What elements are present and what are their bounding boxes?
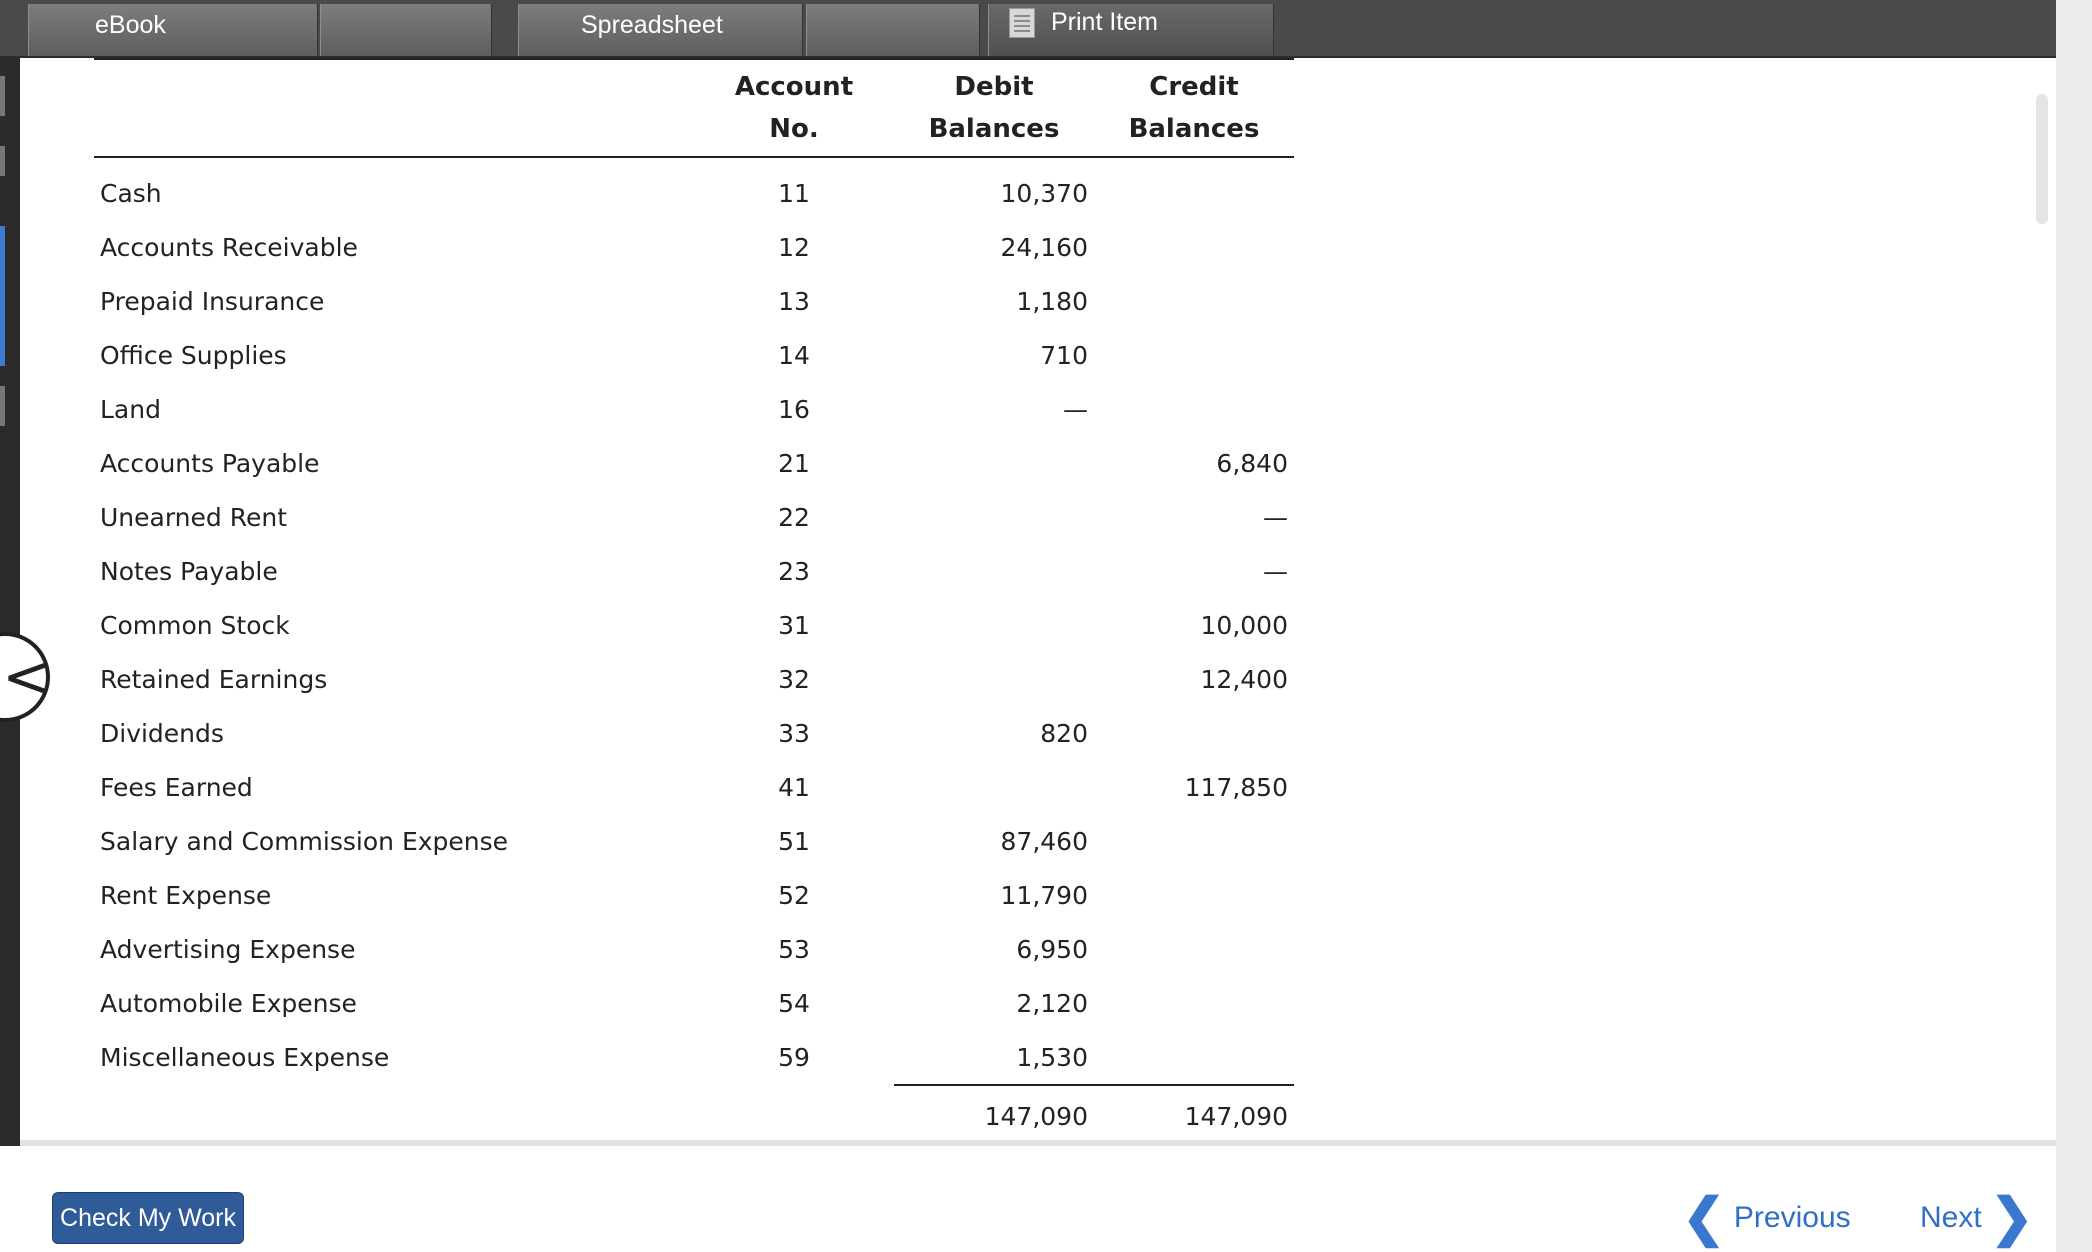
table-body	[94, 157, 1294, 1085]
table-row	[94, 1030, 1294, 1085]
debit-balance: 10,370	[1000, 178, 1088, 208]
debit-balance: 820	[1040, 718, 1088, 748]
debit-balance: 1,530	[1016, 1042, 1088, 1072]
debit-balance	[894, 490, 1094, 544]
previous-button[interactable]	[1682, 1188, 1851, 1248]
account-name: Unearned Rent	[100, 502, 287, 532]
credit-balance	[1094, 220, 1294, 274]
credit-balance	[1094, 328, 1294, 382]
debit-balance	[894, 544, 1094, 598]
credit-balance	[1094, 382, 1294, 436]
account-name: Dividends	[100, 718, 224, 748]
previous-label: Previous	[1733, 1201, 1851, 1234]
tab-print-item-label: Print Item	[1051, 8, 1158, 36]
debit-header-line1: Debit	[954, 72, 1034, 102]
scrollbar-thumb[interactable]	[2036, 94, 2048, 224]
account-number: 12	[778, 232, 810, 262]
account-number: 59	[778, 1043, 810, 1072]
debit-balance: 87,460	[1000, 826, 1088, 856]
account-number: 14	[778, 340, 810, 370]
debit-header	[894, 60, 1094, 157]
totals-row	[94, 1085, 1294, 1149]
table-row	[94, 598, 1294, 652]
account-name: Rent Expense	[100, 880, 272, 910]
account-name: Common Stock	[100, 610, 290, 640]
table-row	[94, 436, 1294, 490]
account-number: 31	[778, 610, 810, 640]
tab-spreadsheet-label: Spreadsheet	[581, 11, 723, 39]
table-row	[94, 490, 1294, 544]
table-row	[94, 922, 1294, 976]
credit-balance: —	[1263, 502, 1288, 532]
account-name: Miscellaneous Expense	[100, 1043, 390, 1072]
tab-bar	[0, 0, 2064, 58]
total-debit: 147,090	[894, 1085, 1094, 1149]
tab-ebook[interactable]	[28, 4, 318, 56]
table-row	[94, 814, 1294, 868]
tab-print-item[interactable]	[988, 4, 1274, 56]
debit-balance	[894, 760, 1094, 814]
credit-balance: 6,840	[1216, 448, 1288, 478]
debit-balance: 6,950	[1016, 934, 1088, 964]
account-name: Advertising Expense	[100, 934, 356, 964]
totals-label	[94, 1085, 694, 1149]
table-row	[94, 382, 1294, 436]
account-number: 33	[778, 718, 810, 748]
debit-balance: 11,790	[1000, 880, 1088, 910]
account-number: 21	[778, 448, 810, 478]
table-row	[94, 220, 1294, 274]
credit-balance	[1094, 157, 1294, 220]
trial-balance-table	[94, 60, 1294, 1151]
table-row	[94, 328, 1294, 382]
account-name: Land	[100, 394, 161, 424]
account-name: Prepaid Insurance	[100, 286, 325, 316]
table-row	[94, 652, 1294, 706]
edge-marker	[0, 76, 5, 116]
chevron-left-icon: ❮	[1682, 1189, 1726, 1247]
account-no-header	[694, 60, 894, 157]
document-icon	[1009, 8, 1035, 38]
table-row	[94, 544, 1294, 598]
account-name: Accounts Receivable	[100, 232, 358, 262]
credit-balance: 10,000	[1200, 610, 1288, 640]
account-number: 51	[778, 826, 810, 856]
credit-balance: 12,400	[1200, 664, 1288, 694]
edge-marker	[0, 146, 5, 176]
table-row	[94, 868, 1294, 922]
edge-marker-active	[0, 226, 5, 366]
table-row	[94, 706, 1294, 760]
total-credit: 147,090	[1094, 1085, 1294, 1149]
credit-balance	[1094, 814, 1294, 868]
account-number: 52	[778, 880, 810, 910]
debit-balance	[894, 652, 1094, 706]
chevron-right-icon: ❯	[1990, 1189, 2034, 1247]
account-number: 54	[778, 988, 810, 1018]
right-edge	[2056, 0, 2092, 1252]
debit-balance	[894, 436, 1094, 490]
account-number: 41	[778, 772, 810, 802]
credit-balance	[1094, 922, 1294, 976]
credit-balance	[1094, 868, 1294, 922]
credit-balance: —	[1263, 556, 1288, 586]
left-panel-edge	[0, 56, 20, 1146]
next-button[interactable]	[1920, 1188, 2034, 1248]
totals-no	[694, 1085, 894, 1149]
account-name: Accounts Payable	[100, 448, 320, 478]
account-number: 32	[778, 664, 810, 694]
credit-balance	[1094, 1030, 1294, 1085]
tab-ebook-label: eBook	[95, 11, 166, 39]
debit-balance: 24,160	[1000, 232, 1088, 262]
table-row	[94, 274, 1294, 328]
debit-header-line2: Balances	[928, 114, 1060, 144]
table-row	[94, 157, 1294, 220]
account-number: 13	[778, 286, 810, 316]
debit-balance: —	[1063, 394, 1088, 424]
debit-balance: 710	[1040, 340, 1088, 370]
account-name: Salary and Commission Expense	[100, 826, 509, 856]
account-number: 11	[778, 178, 810, 208]
account-number: 53	[778, 934, 810, 964]
credit-header-line1: Credit	[1149, 72, 1239, 102]
debit-balance: 1,180	[1016, 286, 1088, 316]
account-name: Fees Earned	[100, 772, 253, 802]
edge-marker	[0, 386, 5, 426]
account-number: 23	[778, 556, 810, 586]
footer	[20, 1140, 2056, 1252]
account-name: Office Supplies	[100, 340, 287, 370]
content-area	[20, 58, 2056, 1140]
account-header	[94, 60, 694, 157]
credit-header-line2: Balances	[1128, 114, 1260, 144]
account-name: Cash	[100, 178, 162, 208]
account-no-header-line1: Account	[734, 72, 854, 102]
credit-header	[1094, 60, 1294, 157]
account-number: 22	[778, 502, 810, 532]
credit-balance	[1094, 274, 1294, 328]
credit-balance: 117,850	[1184, 772, 1288, 802]
table-row	[94, 976, 1294, 1030]
debit-balance: 2,120	[1016, 988, 1088, 1018]
next-label: Next	[1920, 1201, 1982, 1234]
account-name: Retained Earnings	[100, 664, 328, 694]
tab-blank[interactable]	[806, 4, 980, 56]
credit-balance	[1094, 976, 1294, 1030]
back-button[interactable]	[0, 632, 53, 722]
header-row	[94, 60, 1294, 157]
table-row	[94, 760, 1294, 814]
debit-balance	[894, 598, 1094, 652]
account-name: Notes Payable	[100, 556, 278, 586]
credit-balance	[1094, 706, 1294, 760]
account-no-header-line2: No.	[769, 114, 819, 144]
tab-spreadsheet[interactable]	[518, 4, 803, 56]
chevron-left-icon: <	[2, 642, 53, 712]
tab-blank[interactable]	[320, 4, 492, 56]
account-name: Automobile Expense	[100, 988, 357, 1018]
check-my-work-button[interactable]: Check My Work	[52, 1192, 244, 1244]
account-number: 16	[778, 394, 810, 424]
